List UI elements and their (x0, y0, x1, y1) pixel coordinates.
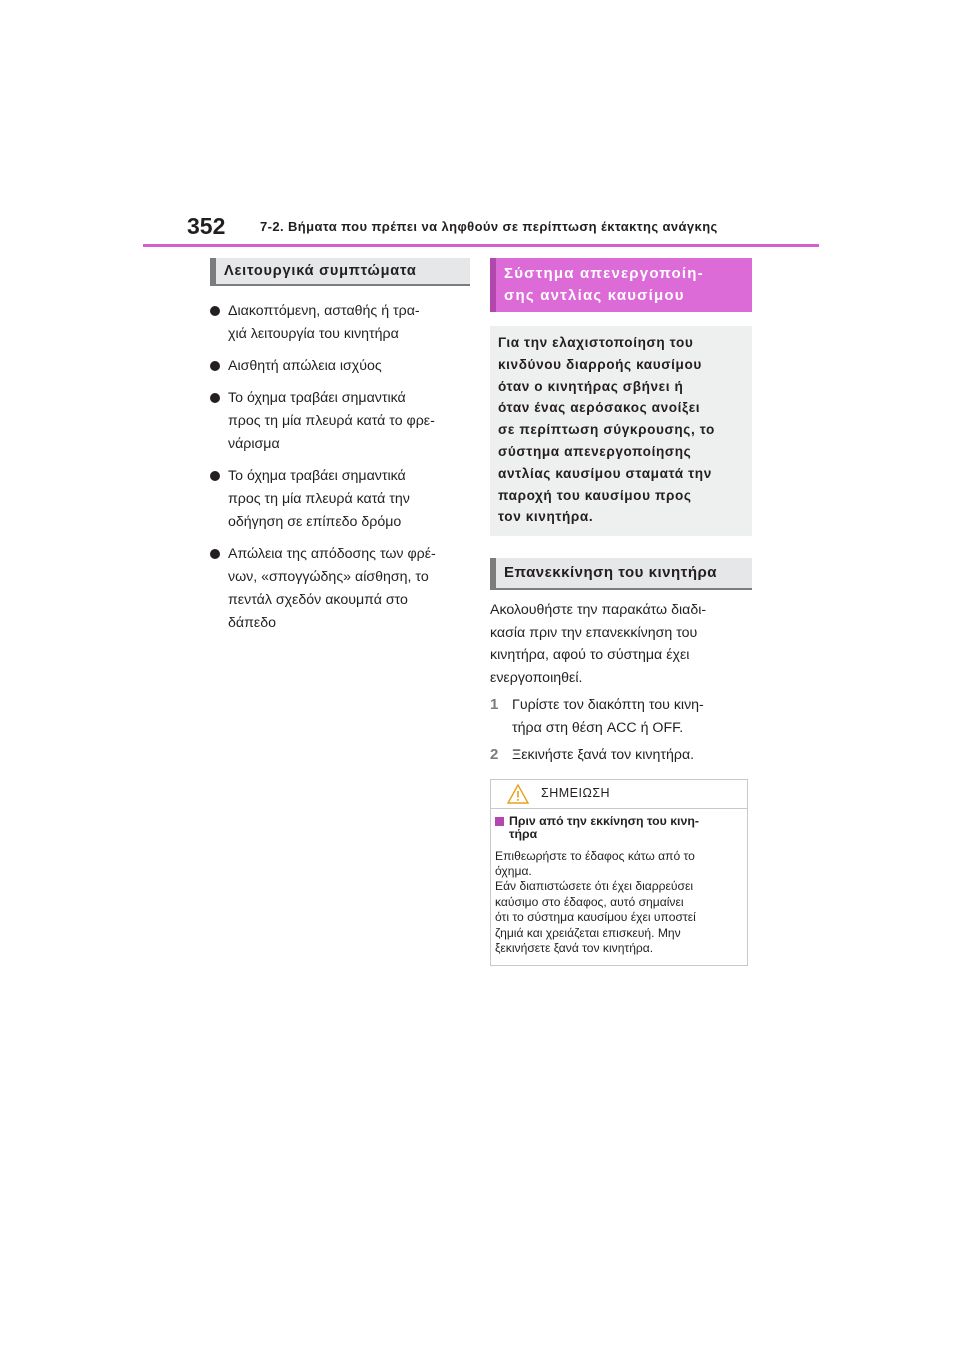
note-title: ΣΗΜΕΙΩΣΗ (541, 785, 611, 800)
bullet-icon (210, 393, 220, 403)
bullet-icon (210, 361, 220, 371)
list-item-text: Αισθητή απώλεια ισχύος (228, 358, 382, 374)
note-subheading-text: Πριν από την εκκίνηση του κινη- τήρα (509, 813, 699, 841)
step-text: Ξεκινήστε ξανά τον κινητήρα. (512, 747, 695, 764)
warning-icon (507, 784, 529, 804)
page-number: 352 (187, 213, 226, 239)
note-body (491, 809, 747, 965)
list-item-text: Απώλεια της απόδοσης των φρέ- νων, «σπογγώδης» αίσθηση, το πεντάλ σχεδόν ακουμπά στο δάπεδο (228, 546, 436, 631)
step-item (490, 694, 752, 739)
restart-intro: Ακολουθήστε την παρακάτω διαδι- κασία πριν την επανεκκίνηση του κινητήρα, αφού το σύστημα έχει ενεργοποιηθεί. (490, 602, 707, 686)
symptom-list (210, 300, 470, 635)
list-item-text: Διακοπτόμενη, ασταθής ή τρα- χιά λειτουργία του κινητήρα (228, 303, 420, 342)
note-box (490, 779, 748, 966)
left-column (210, 258, 470, 644)
right-column (490, 258, 752, 966)
bullet-icon (210, 549, 220, 559)
symptoms-heading: Λειτουργικά συμπτώματα (210, 258, 470, 286)
step-item (490, 744, 752, 767)
list-item (210, 387, 470, 456)
fuel-pump-info-box: Για την ελαχιστοποίηση του κινδύνου διαρροής καυσίμου όταν ο κινητήρας σβήνει ή όταν ένας αερόσακος ανοίξει σε περίπτωση σύγκρουσης, το σύστημα απενεργοποίησης αντλίας καυσίμου σταματά την παροχή του καυσίμου προς τον κινητήρα. (490, 326, 752, 536)
note-header (491, 780, 747, 809)
step-text: Γυρίστε τον διακόπτη του κινη- τήρα στη θέση ACC ή OFF. (512, 697, 704, 736)
step-number: 2 (490, 746, 499, 764)
bullet-icon (210, 306, 220, 316)
fuel-pump-heading: Σύστημα απενεργοποίη- σης αντλίας καυσίμου (490, 258, 752, 312)
list-item-text: Το όχημα τραβάει σημαντικά προς τη μία πλευρά κατά την οδήγηση σε επίπεδο δρόμο (228, 468, 410, 530)
note-subheading (495, 815, 743, 841)
list-item (210, 465, 470, 534)
note-text: Επιθεωρήστε το έδαφος κάτω από το όχημα. Εάν διαπιστώσετε ότι έχει διαρρεύσει καύσιμο στο έδαφος, αυτό σημαίνει ότι το σύστημα καυσίμου έχει υποστεί ζημιά και χρειάζεται επισκευή. Μην ξεκινήσετε ξανά τον κινητήρα. (495, 848, 696, 956)
header-divider (143, 244, 819, 247)
bullet-icon (210, 471, 220, 481)
square-bullet-icon (495, 817, 504, 826)
list-item (210, 543, 470, 635)
list-item-text: Το όχημα τραβάει σημαντικά προς τη μία πλευρά κατά το φρε- νάρισμα (228, 390, 435, 452)
chapter-title: 7-2. Βήματα που πρέπει να ληφθούν σε περίπτωση έκτακτης ανάγκης (260, 219, 718, 234)
step-number: 1 (490, 696, 499, 714)
restart-heading: Επανεκκίνηση του κινητήρα (490, 558, 752, 590)
page-header (143, 213, 819, 247)
list-item (210, 355, 470, 378)
list-item (210, 300, 470, 346)
